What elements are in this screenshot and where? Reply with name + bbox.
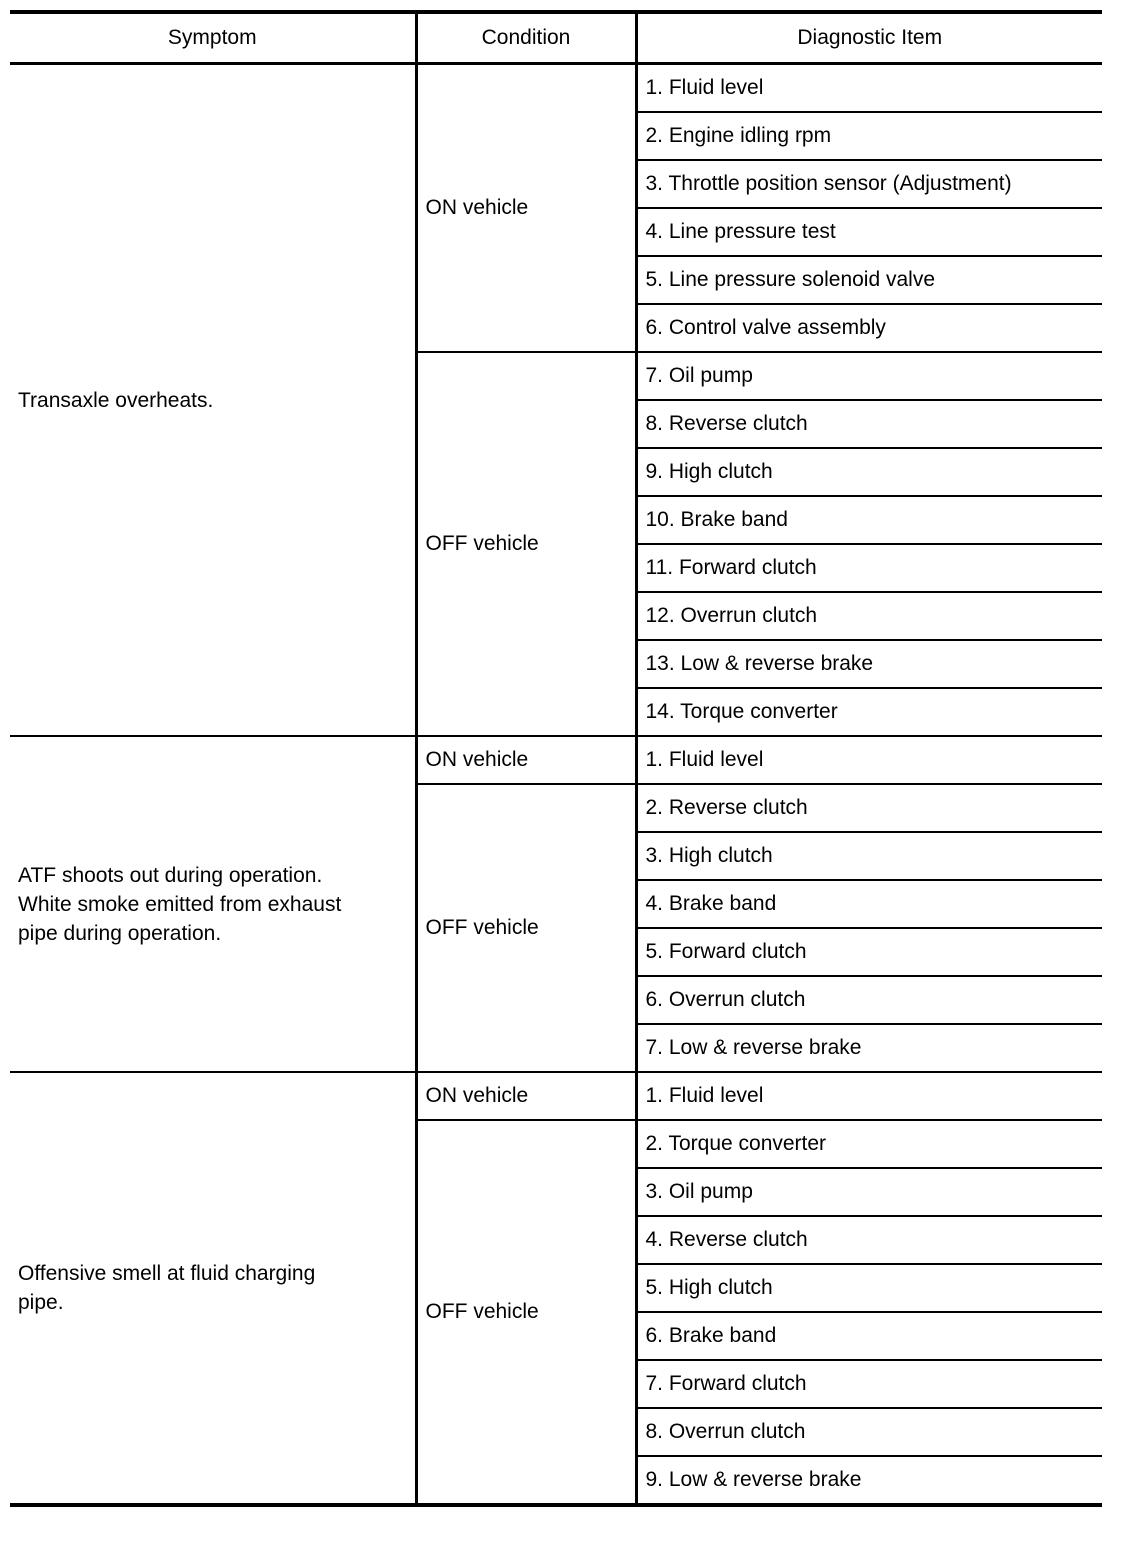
condition-off-vehicle: OFF vehicle: [416, 352, 636, 736]
table-body: [10, 64, 1102, 1506]
table-row: [10, 64, 1102, 113]
condition-on-vehicle: ON vehicle: [416, 1072, 636, 1120]
diagnostic-item: 2. Torque converter: [636, 1120, 1102, 1168]
header-diagnostic-item: Diagnostic Item: [636, 12, 1102, 64]
symptom-cell: [10, 64, 416, 737]
symptom-cell: [10, 1072, 416, 1505]
symptom-text-line: Transaxle overheats.: [18, 388, 214, 412]
table-row: [10, 736, 1102, 784]
diagnostic-item: 1. Fluid level: [636, 736, 1102, 784]
diagnostic-item: 5. Line pressure solenoid valve: [636, 256, 1102, 304]
diagnostic-item: 4. Brake band: [636, 880, 1102, 928]
diagnostic-item: 8. Overrun clutch: [636, 1408, 1102, 1456]
symptom-text-line: Offensive smell at fluid charging: [18, 1262, 316, 1285]
symptom-cell: [10, 736, 416, 1072]
condition-off-vehicle: OFF vehicle: [416, 1120, 636, 1505]
diagnostic-item: 3. Oil pump: [636, 1168, 1102, 1216]
diagnostic-item: 10. Brake band: [636, 496, 1102, 544]
diagnostic-item: 7. Forward clutch: [636, 1360, 1102, 1408]
diagnostic-item: 4. Reverse clutch: [636, 1216, 1102, 1264]
diagnostic-item: 2. Engine idling rpm: [636, 112, 1102, 160]
diagnostic-table: [10, 10, 1102, 1507]
header-symptom: Symptom: [10, 12, 416, 64]
diagnostic-item: 7. Low & reverse brake: [636, 1024, 1102, 1072]
symptom-text-line: pipe during operation.: [18, 921, 222, 945]
diagnostic-item: 9. Low & reverse brake: [636, 1456, 1102, 1505]
diagnostic-item: 7. Oil pump: [636, 352, 1102, 400]
condition-on-vehicle: ON vehicle: [416, 736, 636, 784]
diagnostic-item: 5. Forward clutch: [636, 928, 1102, 976]
diagnostic-item: 13. Low & reverse brake: [636, 640, 1102, 688]
condition-off-vehicle: OFF vehicle: [416, 784, 636, 1072]
condition-on-vehicle: ON vehicle: [416, 64, 636, 353]
diagnostic-item: 3. Throttle position sensor (Adjustment): [636, 160, 1102, 208]
diagnostic-item: 4. Line pressure test: [636, 208, 1102, 256]
diagnostic-item: 12. Overrun clutch: [636, 592, 1102, 640]
symptom-text-line: ATF shoots out during operation.: [18, 863, 323, 887]
diagnostic-item: 9. High clutch: [636, 448, 1102, 496]
diagnostic-item: 6. Control valve assembly: [636, 304, 1102, 352]
symptom-text-line: White smoke emitted from exhaust: [18, 892, 342, 916]
header-condition: Condition: [416, 12, 636, 64]
diagnostic-item: 8. Reverse clutch: [636, 400, 1102, 448]
diagnostic-item: 11. Forward clutch: [636, 544, 1102, 592]
diagnostic-item: 6. Overrun clutch: [636, 976, 1102, 1024]
diagnostic-item: 3. High clutch: [636, 832, 1102, 880]
diagnostic-item: 6. Brake band: [636, 1312, 1102, 1360]
diagnostic-item: 2. Reverse clutch: [636, 784, 1102, 832]
symptom-text-line: pipe.: [18, 1291, 64, 1314]
diagnostic-item: 14. Torque converter: [636, 688, 1102, 736]
diagnostic-item: 1. Fluid level: [636, 64, 1102, 113]
diagnostic-item: 1. Fluid level: [636, 1072, 1102, 1120]
diagnostic-item: 5. High clutch: [636, 1264, 1102, 1312]
header-row: [10, 12, 1102, 64]
table-row: [10, 1072, 1102, 1120]
